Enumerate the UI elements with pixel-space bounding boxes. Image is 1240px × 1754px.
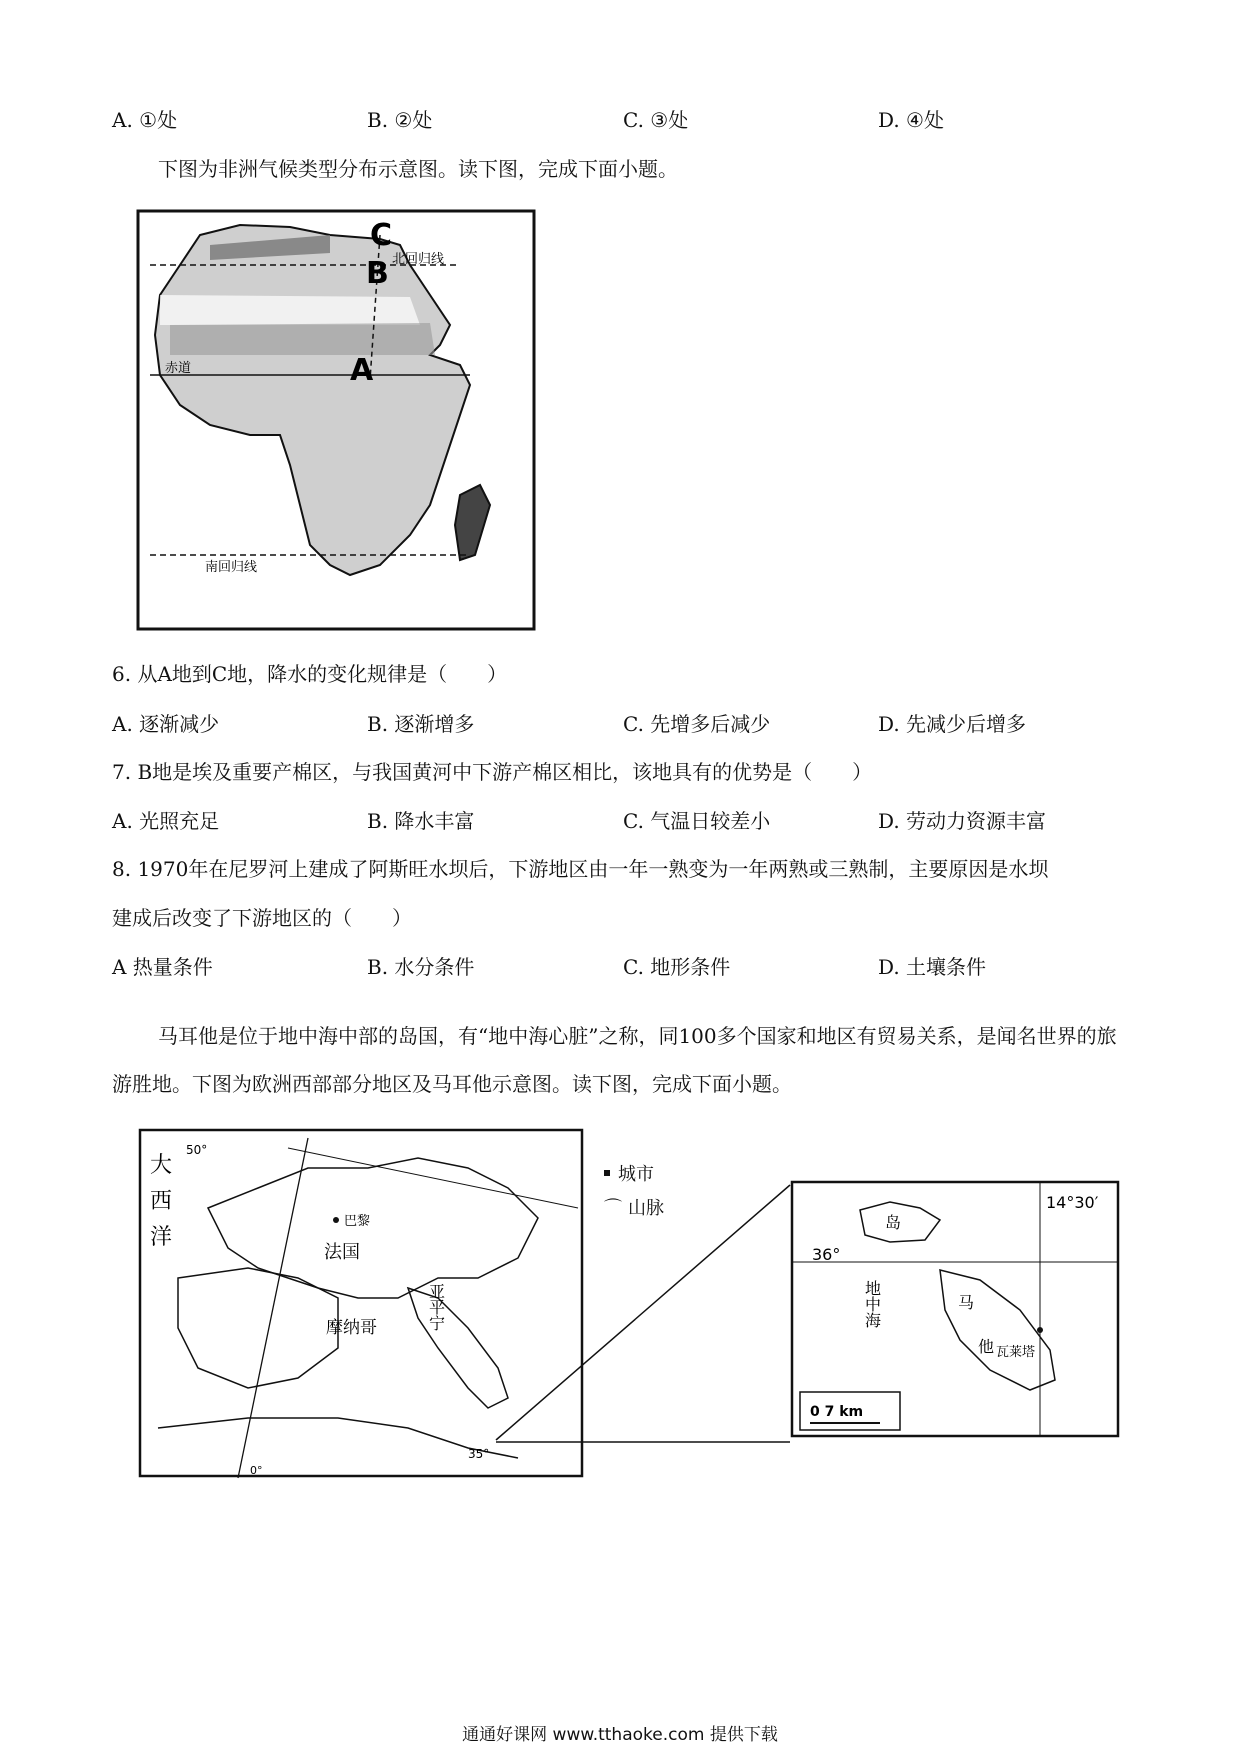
q7-option-c: C. 气温日较差小 [623, 809, 771, 833]
label-tropic-north: 北回归线 [392, 252, 445, 267]
q8-option-a: A 热量条件 [112, 955, 213, 979]
label-island: 岛 [885, 1213, 902, 1232]
label-lon: 14°30′ [1046, 1193, 1099, 1212]
valletta-dot [1037, 1327, 1043, 1333]
q8-option-c: C. 地形条件 [623, 955, 731, 979]
label-malta-1: 马 [958, 1293, 975, 1312]
mountain-icon: ⌒ [604, 1198, 622, 1219]
legend-city: 城市 [618, 1164, 654, 1185]
label-ocean-1: 大 [150, 1153, 173, 1178]
q5-option-b: B. ②处 [367, 108, 433, 132]
label-valletta: 瓦莱塔 [996, 1345, 1036, 1360]
paris-dot [333, 1217, 339, 1223]
malta-map [790, 1180, 1120, 1438]
q5-option-d: D. ④处 [878, 108, 944, 132]
legend-mountain: 山脉 [628, 1198, 664, 1219]
q7-option-b: B. 降水丰富 [367, 809, 475, 833]
q8-stem-line2: 建成后改变了下游地区的（ ） [112, 906, 412, 930]
q8-option-d: D. 土壤条件 [878, 955, 987, 979]
label-ocean-2: 西 [150, 1189, 173, 1214]
label-paris: 巴黎 [344, 1214, 371, 1229]
intro-malta: 马耳他是位于地中海中部的岛国，有“地中海心脏”之称，同100多个国家和地区有贸易关系，是闻名世界的旅游胜地。下图为欧洲西部部分地区及马耳他示意图。读下图，完成下面小题。 [112, 1024, 1117, 1096]
q6-stem: 6. 从A地到C地，降水的变化规律是（ ） [112, 662, 508, 686]
label-france: 法国 [324, 1242, 360, 1263]
label-monaco: 摩纳哥 [326, 1318, 377, 1338]
label-lat: 36° [812, 1245, 841, 1264]
label-equator: 赤道 [165, 361, 192, 376]
label-c: C [370, 218, 393, 253]
label-ocean-3: 洋 [150, 1225, 173, 1250]
label-tropic-south: 南回归线 [205, 560, 258, 575]
footer: 通通好课网 www.tthaoke.com 提供下载 [462, 1725, 778, 1745]
q7-option-a: A. 光照充足 [112, 809, 220, 833]
desert-zone [160, 295, 420, 325]
label-b: B [366, 256, 389, 291]
q8-stem-line1: 8. 1970年在尼罗河上建成了阿斯旺水坝后，下游地区由一年一熟变为一年两熟或三熟制，主要原因是水坝 [112, 857, 1049, 881]
label-a: A [350, 353, 374, 388]
q6-option-d: D. 先减少后增多 [878, 712, 1027, 736]
q5-option-a: A. ①处 [112, 108, 178, 132]
q6-option-a: A. 逐渐减少 [112, 712, 220, 736]
label-lat35: 35° [468, 1447, 490, 1461]
q7-stem: 7. B地是埃及重要产棉区，与我国黄河中下游产棉区相比，该地具有的优势是（ ） [112, 760, 873, 784]
q6-option-b: B. 逐渐增多 [367, 712, 475, 736]
inset-connectors [490, 1180, 800, 1450]
label-lat50: 50° [186, 1143, 208, 1157]
label-scale: 0 7 km [810, 1404, 864, 1420]
label-sea: 地中海 [862, 1280, 882, 1328]
q7-option-d: D. 劳动力资源丰富 [878, 809, 1047, 833]
savanna-zone [170, 323, 435, 355]
label-mountain: 亚平宁 [426, 1283, 446, 1331]
q8-option-b: B. 水分条件 [367, 955, 475, 979]
intro-africa: 下图为非洲气候类型分布示意图。读下图，完成下面小题。 [158, 157, 678, 181]
q6-option-c: C. 先增多后减少 [623, 712, 771, 736]
q5-option-c: C. ③处 [623, 108, 689, 132]
city-dot-icon [604, 1170, 610, 1176]
label-malta-2: 他 [978, 1337, 995, 1356]
label-lon0: 0° [250, 1464, 263, 1477]
africa-climate-map [130, 205, 542, 635]
